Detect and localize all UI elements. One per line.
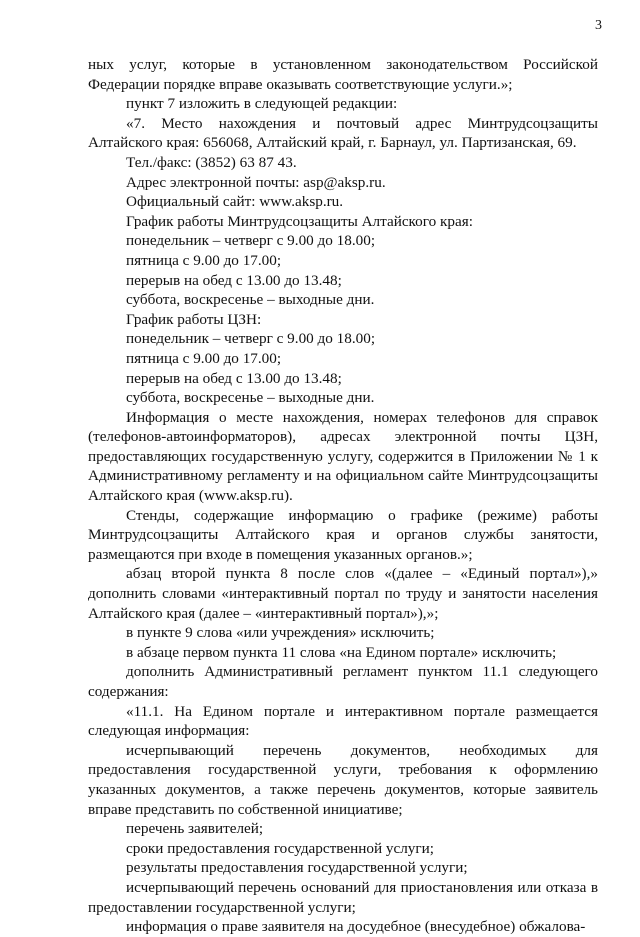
paragraph: результаты предоставления государственной услуги; [126, 859, 468, 877]
document-body [88, 55, 598, 937]
paragraph: абзац второй пункта 8 после слов «(далее – «Единый портал»),» дополнить словами «интерактивный портал по труду и занятости населения Алтайского края (далее – «интерактивный портал»),»; [88, 565, 598, 622]
paragraph: График работы Минтрудсоцзащиты Алтайского края: [126, 212, 473, 230]
paragraph: суббота, воскресенье – выходные дни. [126, 291, 375, 309]
paragraph: информация о праве заявителя на досудебное (внесудебное) обжалова- [126, 918, 586, 936]
paragraph: Стенды, содержащие информацию о графике (режиме) работы Минтрудсоцзащиты Алтайского края и органов службы занятости, размещаются при входе в помещения указанных органов.»; [88, 506, 598, 563]
paragraph: перечень заявителей; [126, 820, 264, 838]
paragraph: исчерпывающий перечень документов, необходимых для предоставления государственной услуги, требования к оформлению указанных документов, а также перечень документов, которые заявитель вправе представить по собственной инициативе; [88, 741, 598, 818]
paragraph: Тел./факс: (3852) 63 87 43. [126, 153, 297, 171]
paragraph: пятница с 9.00 до 17.00; [126, 251, 282, 269]
paragraph: сроки предоставления государственной услуги; [126, 839, 434, 857]
paragraph: Адрес электронной почты: asp@aksp.ru. [126, 173, 386, 191]
paragraph: Информация о месте нахождения, номерах телефонов для справок (телефонов-автоинформаторов), адресах электронной почты ЦЗН, предоставляющих государственную услугу, содержится в Приложении № 1 к Административному регламенту и на официальном сайте Минтрудсоцзащиты Алтайского края (www.aksp.ru). [88, 408, 598, 505]
paragraph: «7. Место нахождения и почтовый адрес Минтрудсоцзащиты Алтайского края: 656068, Алтайский край, г. Барнаул, ул. Партизанская, 69. [88, 114, 598, 152]
paragraph: «11.1. На Едином портале и интерактивном портале размещается следующая информация: [88, 702, 598, 740]
paragraph: понедельник – четверг с 9.00 до 18.00; [126, 232, 376, 250]
paragraph: дополнить Административный регламент пунктом 11.1 следующего содержания: [88, 663, 598, 700]
paragraph: понедельник – четверг с 9.00 до 18.00; [126, 330, 376, 348]
paragraph: Официальный сайт: www.aksp.ru. [126, 193, 344, 211]
page-number: 3 [595, 18, 602, 33]
paragraph: ных услуг, которые в установленном законодательством Российской Федерации порядке вправе оказывать соответствующие услуги.»; [88, 56, 598, 93]
paragraph: перерыв на обед с 13.00 до 13.48; [126, 271, 342, 289]
paragraph: График работы ЦЗН: [126, 310, 262, 328]
paragraph: суббота, воскресенье – выходные дни. [126, 389, 375, 407]
paragraph: пятница с 9.00 до 17.00; [126, 349, 282, 367]
paragraph: пункт 7 изложить в следующей редакции: [126, 95, 398, 113]
paragraph: исчерпывающий перечень оснований для приостановления или отказа в предоставлении государственной услуги; [88, 878, 598, 916]
paragraph: перерыв на обед с 13.00 до 13.48; [126, 369, 342, 387]
paragraph: в абзаце первом пункта 11 слова «на Едином портале» исключить; [126, 643, 557, 661]
paragraph: в пункте 9 слова «или учреждения» исключить; [126, 624, 435, 642]
